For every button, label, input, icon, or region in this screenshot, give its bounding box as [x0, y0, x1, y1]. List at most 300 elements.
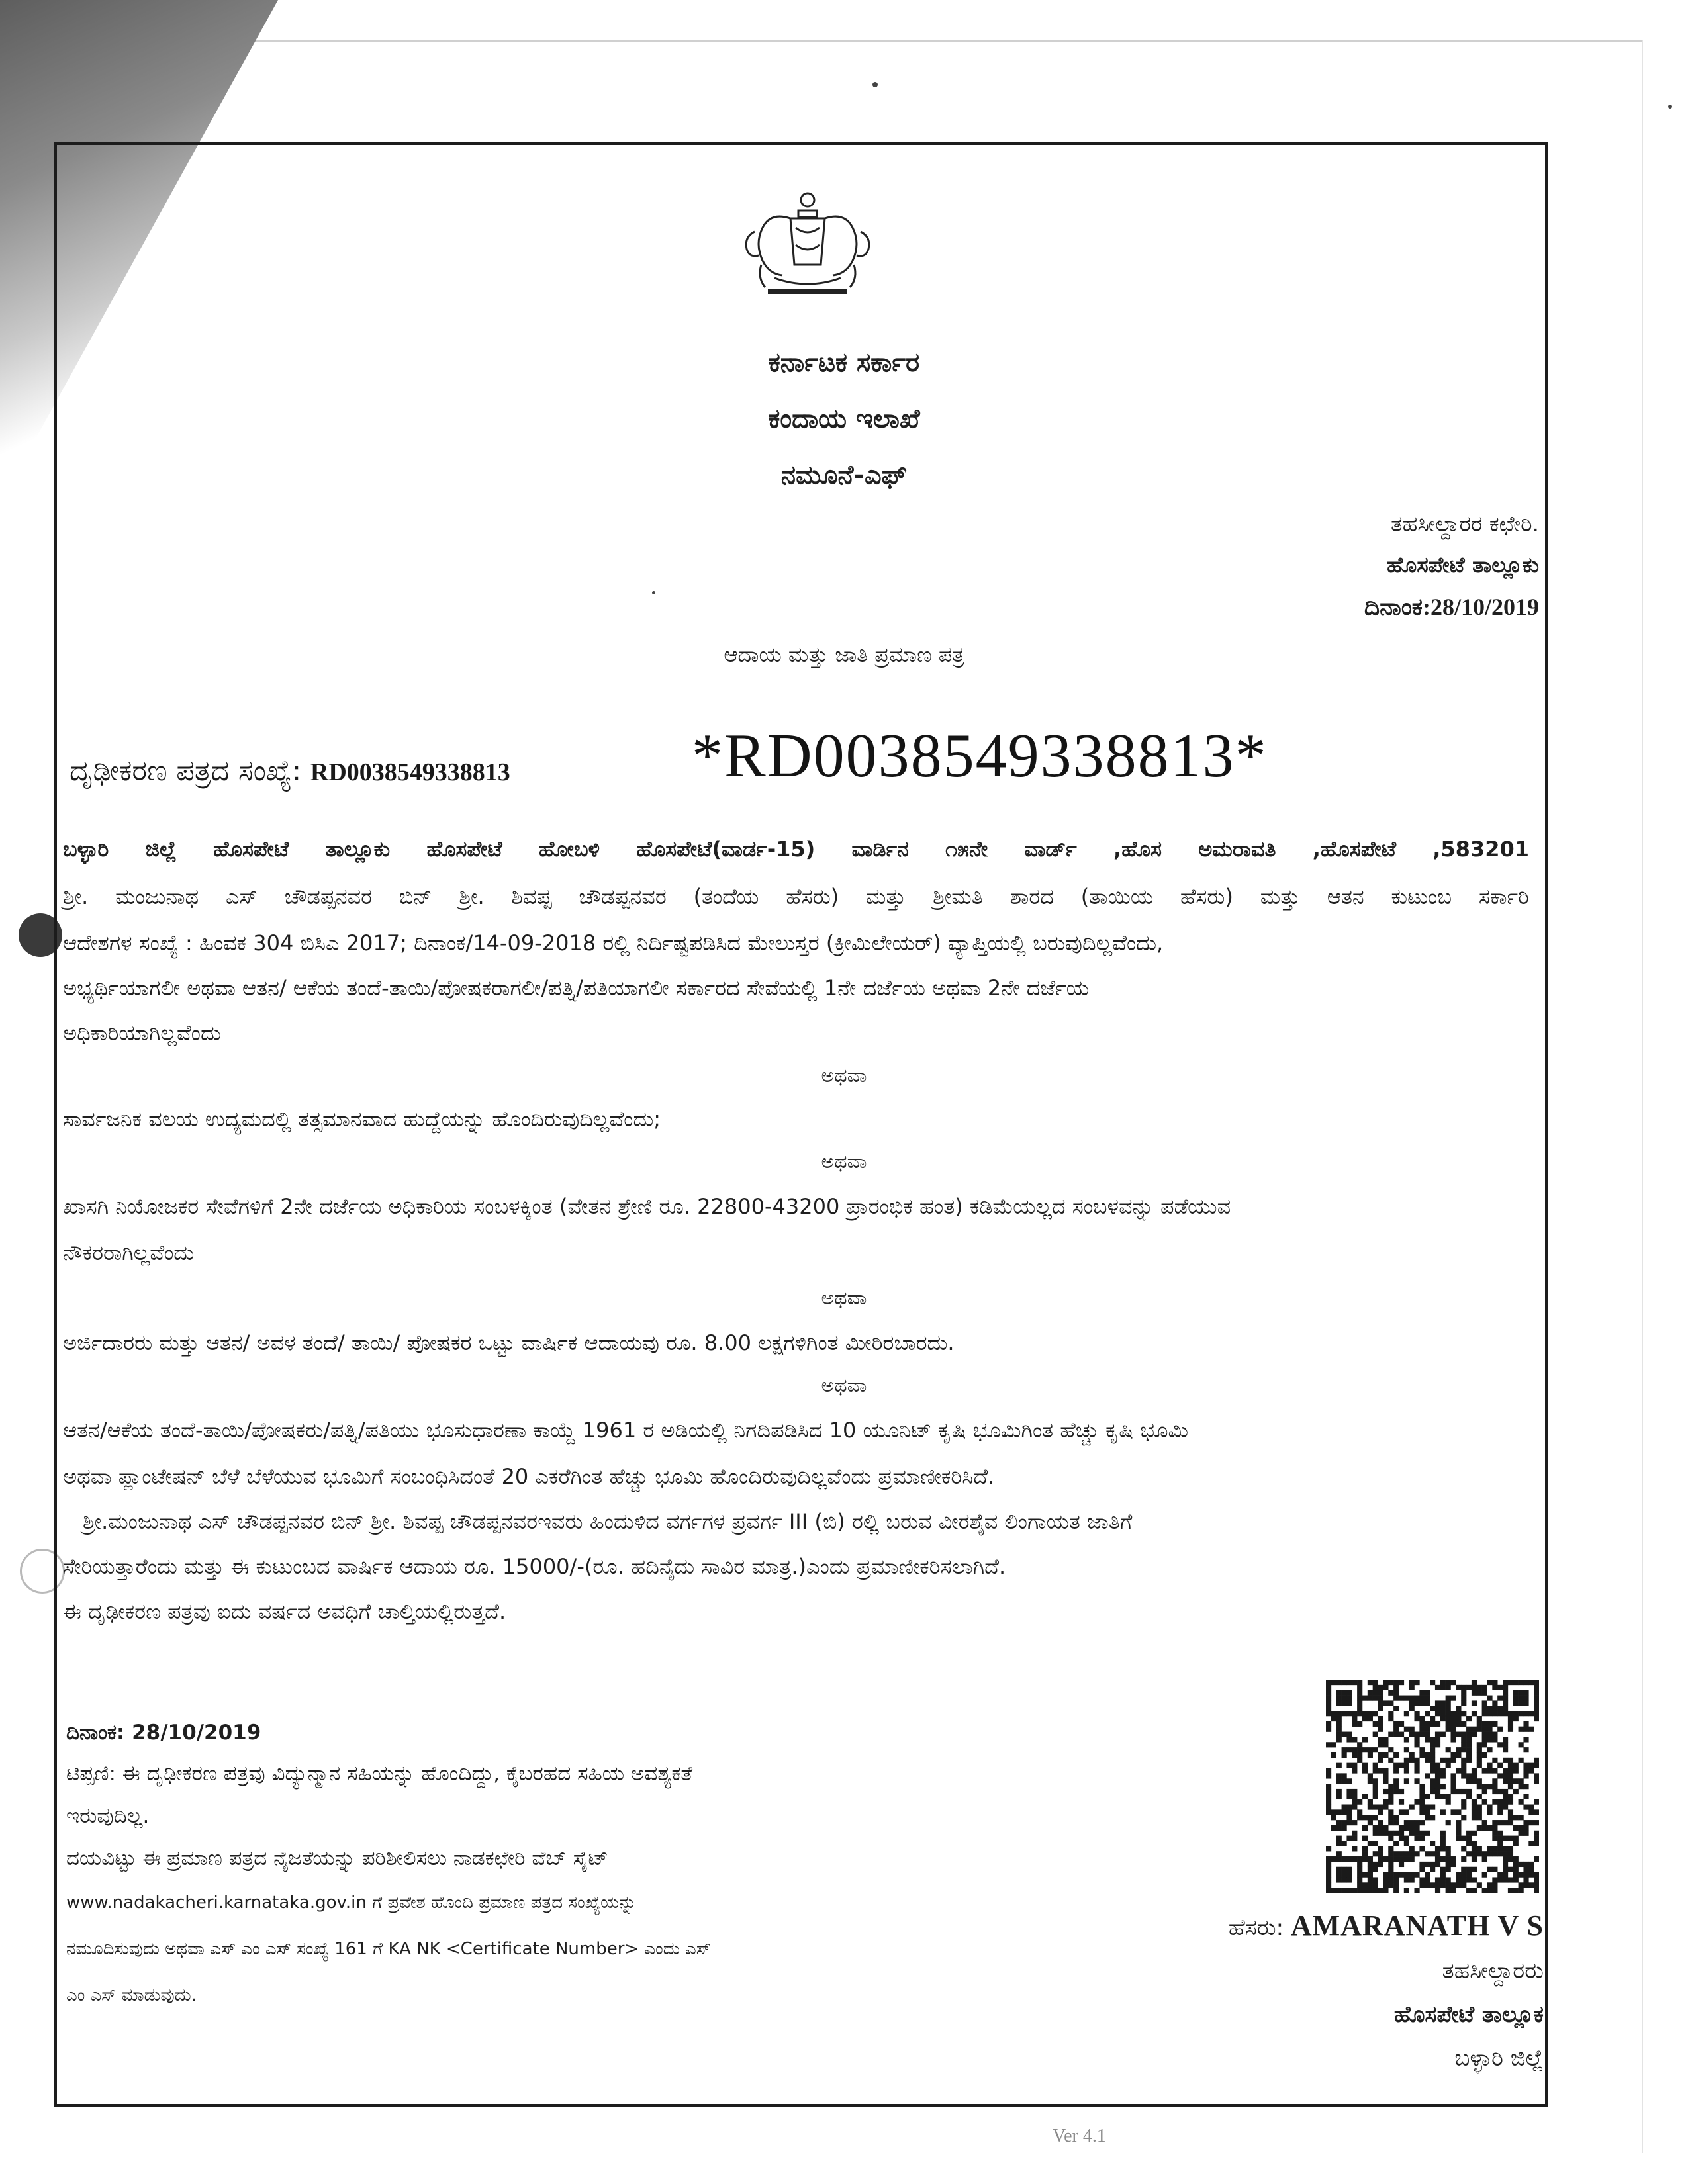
qr-module — [1450, 1888, 1456, 1893]
qr-module — [1404, 1758, 1409, 1763]
qr-module — [1461, 1846, 1466, 1851]
qr-module — [1456, 1836, 1461, 1841]
qr-module — [1534, 1888, 1539, 1893]
qr-module — [1368, 1815, 1373, 1820]
qr-module — [1446, 1727, 1451, 1732]
qr-module — [1425, 1773, 1430, 1778]
qr-module — [1534, 1773, 1539, 1778]
qr-module — [1513, 1696, 1519, 1701]
qr-module — [1440, 1831, 1446, 1836]
qr-module — [1466, 1685, 1472, 1690]
qr-module — [1528, 1872, 1534, 1878]
qr-module — [1523, 1804, 1528, 1809]
qr-module — [1477, 1758, 1482, 1763]
qr-module — [1435, 1851, 1440, 1856]
qr-module — [1466, 1727, 1472, 1732]
qr-module — [1430, 1815, 1435, 1820]
qr-module — [1362, 1763, 1368, 1768]
qr-module — [1466, 1789, 1472, 1794]
qr-module — [1378, 1820, 1383, 1825]
qr-module — [1523, 1794, 1528, 1799]
qr-module — [1446, 1716, 1451, 1721]
qr-module — [1430, 1867, 1435, 1872]
qr-module — [1326, 1784, 1331, 1789]
qr-module — [1450, 1732, 1456, 1737]
qr-module — [1482, 1799, 1487, 1805]
qr-module — [1362, 1696, 1368, 1701]
certificate-number-label — [70, 754, 510, 788]
qr-module — [1326, 1690, 1331, 1696]
qr-module — [1373, 1768, 1378, 1774]
footer-sms-line: ನಮೂದಿಸುವುದು ಅಥವಾ ಎಸ್ ಎಂ ಎಸ್ ಸಂಖ್ಯೆ 161 ಗೆ KA NK <Certificate Number> ಎಂದು ಎಸ್ — [66, 1939, 711, 1959]
qr-module — [1336, 1820, 1342, 1825]
or-separator: ಅಥವಾ — [821, 1374, 867, 1397]
qr-module — [1342, 1711, 1347, 1716]
qr-module — [1368, 1804, 1373, 1809]
body-line: ನೌಕರರಾಗಿಲ್ಲವೆಂದು — [63, 1240, 195, 1265]
qr-module — [1336, 1737, 1342, 1742]
qr-module — [1492, 1799, 1497, 1805]
qr-module — [1466, 1747, 1472, 1752]
qr-module — [1435, 1763, 1440, 1768]
qr-module — [1492, 1778, 1497, 1784]
qr-module — [1368, 1882, 1373, 1888]
qr-module — [1368, 1747, 1373, 1752]
signatory-taluk: ಹೊಸಪೇಟೆ ತಾಲ್ಲೂಕ — [1393, 2001, 1544, 2028]
body-line: ಅಧಿಕಾರಿಯಾಗಿಲ್ಲವೆಂದು — [63, 1021, 221, 1046]
qr-module — [1336, 1836, 1342, 1841]
qr-module — [1492, 1721, 1497, 1727]
signatory-name-label: ಹೆಸರು: — [1228, 1915, 1284, 1941]
qr-module — [1419, 1794, 1425, 1799]
qr-module — [1461, 1696, 1466, 1701]
qr-module — [1503, 1872, 1508, 1878]
qr-module — [1419, 1882, 1425, 1888]
qr-module — [1435, 1737, 1440, 1742]
qr-module — [1534, 1706, 1539, 1711]
qr-module — [1513, 1867, 1519, 1872]
qr-module — [1472, 1778, 1477, 1784]
qr-module — [1477, 1690, 1482, 1696]
qr-module — [1346, 1872, 1352, 1878]
qr-module — [1487, 1737, 1492, 1742]
qr-module — [1477, 1784, 1482, 1789]
qr-module — [1482, 1851, 1487, 1856]
qr-module — [1383, 1789, 1388, 1794]
qr-module — [1440, 1794, 1446, 1799]
qr-module — [1534, 1831, 1539, 1836]
qr-module — [1404, 1747, 1409, 1752]
qr-module — [1388, 1877, 1393, 1882]
signatory-district: ಬಳ್ಳಾರಿ ಜಿಲ್ಲೆ — [1454, 2045, 1544, 2071]
qr-module — [1331, 1711, 1336, 1716]
qr-module — [1503, 1799, 1508, 1805]
qr-module — [1346, 1820, 1352, 1825]
qr-module — [1446, 1706, 1451, 1711]
qr-module — [1393, 1690, 1399, 1696]
qr-module — [1425, 1815, 1430, 1820]
qr-module — [1461, 1700, 1466, 1706]
qr-module — [1331, 1716, 1336, 1721]
qr-module — [1357, 1856, 1362, 1862]
qr-module — [1368, 1690, 1373, 1696]
certificate-number-caption: ದೃಢೀಕರಣ ಪತ್ರದ ಸಂಖ್ಯೆ: — [70, 754, 302, 788]
qr-module — [1523, 1696, 1528, 1701]
qr-module — [1487, 1804, 1492, 1809]
qr-module — [1487, 1888, 1492, 1893]
qr-module — [1461, 1867, 1466, 1872]
qr-module — [1378, 1737, 1383, 1742]
body-line: ಸೇರಿಯತ್ತಾರೆಂದು ಮತ್ತು ಈ ಕುಟುಂಬದ ವಾರ್ಷಿಕ ಆದಾಯ ರೂ. 15000/-(ರೂ. ಹದಿನೈದು ಸಾವಿರ ಮಾತ್ರ.)ಎಂದು ಪ್ರಮಾಣೀಕರಿಸಲಾಗಿದೆ. — [63, 1554, 1006, 1579]
qr-module — [1446, 1846, 1451, 1851]
qr-module — [1435, 1784, 1440, 1789]
qr-module — [1497, 1706, 1503, 1711]
qr-module — [1430, 1882, 1435, 1888]
qr-module — [1435, 1700, 1440, 1706]
qr-module — [1388, 1758, 1393, 1763]
qr-module — [1373, 1789, 1378, 1794]
qr-module — [1419, 1784, 1425, 1789]
qr-module — [1425, 1727, 1430, 1732]
qr-module — [1352, 1888, 1357, 1893]
qr-module — [1404, 1763, 1409, 1768]
qr-module — [1435, 1721, 1440, 1727]
qr-module — [1430, 1789, 1435, 1794]
qr-module — [1352, 1846, 1357, 1851]
qr-module — [1461, 1758, 1466, 1763]
qr-module — [1336, 1680, 1342, 1685]
qr-module — [1497, 1685, 1503, 1690]
qr-module — [1368, 1716, 1373, 1721]
qr-module — [1534, 1763, 1539, 1768]
qr-module — [1383, 1856, 1388, 1862]
qr-module — [1482, 1742, 1487, 1747]
qr-module — [1534, 1680, 1539, 1685]
qr-module — [1388, 1784, 1393, 1789]
qr-module — [1383, 1888, 1388, 1893]
qr-module — [1336, 1856, 1342, 1862]
qr-module — [1362, 1882, 1368, 1888]
qr-module — [1534, 1856, 1539, 1862]
qr-module — [1450, 1711, 1456, 1716]
qr-module — [1513, 1862, 1519, 1867]
qr-module — [1492, 1737, 1497, 1742]
qr-module — [1388, 1690, 1393, 1696]
qr-module — [1466, 1716, 1472, 1721]
qr-module — [1326, 1706, 1331, 1711]
qr-module — [1378, 1700, 1383, 1706]
qr-module — [1466, 1778, 1472, 1784]
qr-module — [1482, 1700, 1487, 1706]
qr-module — [1519, 1831, 1524, 1836]
qr-module — [1388, 1867, 1393, 1872]
qr-module — [1336, 1794, 1342, 1799]
qr-module — [1425, 1732, 1430, 1737]
qr-module — [1456, 1820, 1461, 1825]
qr-module — [1534, 1778, 1539, 1784]
qr-module — [1346, 1836, 1352, 1841]
qr-module — [1508, 1867, 1513, 1872]
qr-module — [1399, 1862, 1404, 1867]
qr-module — [1368, 1888, 1373, 1893]
qr-module — [1393, 1696, 1399, 1701]
qr-module — [1435, 1846, 1440, 1851]
qr-module — [1388, 1882, 1393, 1888]
qr-module — [1399, 1799, 1404, 1805]
qr-module — [1487, 1882, 1492, 1888]
qr-module — [1440, 1809, 1446, 1815]
qr-module — [1523, 1690, 1528, 1696]
qr-module — [1466, 1794, 1472, 1799]
qr-module — [1419, 1867, 1425, 1872]
qr-module — [1523, 1768, 1528, 1774]
qr-module — [1461, 1872, 1466, 1878]
qr-module — [1456, 1877, 1461, 1882]
qr-module — [1393, 1721, 1399, 1727]
qr-module — [1430, 1747, 1435, 1752]
qr-module — [1393, 1768, 1399, 1774]
qr-module — [1409, 1831, 1415, 1836]
qr-module — [1336, 1778, 1342, 1784]
qr-module — [1409, 1752, 1415, 1758]
body-line: ಬಳ್ಳಾರಿ ಜಿಲ್ಲೆ ಹೊಸಪೇಟೆ ತಾಲ್ಲೂಕು ಹೊಸಪೇಟೆ ಹೋಬಳಿ ಹೊಸಪೇಟೆ(ವಾರ್ಡ-15) ವಾರ್ಡಿನ ೧೫ನೇ ವಾರ್ಡ್ ,ಹೊಸ ಅಮರಾವತಿ ,ಹೊಸಪೇಟೆ ,583201 — [63, 837, 1529, 862]
qr-module — [1461, 1789, 1466, 1794]
qr-module — [1425, 1711, 1430, 1716]
qr-module — [1352, 1836, 1357, 1841]
qr-module — [1519, 1758, 1524, 1763]
qr-module — [1435, 1768, 1440, 1774]
qr-module — [1352, 1768, 1357, 1774]
qr-module — [1446, 1763, 1451, 1768]
qr-module — [1523, 1862, 1528, 1867]
qr-module — [1346, 1778, 1352, 1784]
qr-module — [1342, 1732, 1347, 1737]
qr-module — [1513, 1716, 1519, 1721]
qr-module — [1461, 1732, 1466, 1737]
qr-module — [1492, 1685, 1497, 1690]
qr-module — [1519, 1727, 1524, 1732]
qr-module — [1368, 1841, 1373, 1846]
qr-module — [1472, 1804, 1477, 1809]
qr-module — [1466, 1737, 1472, 1742]
qr-module — [1362, 1794, 1368, 1799]
qr-module — [1477, 1846, 1482, 1851]
qr-module — [1368, 1773, 1373, 1778]
qr-module — [1435, 1888, 1440, 1893]
qr-module — [1393, 1872, 1399, 1878]
qr-module — [1383, 1831, 1388, 1836]
qr-module — [1461, 1856, 1466, 1862]
qr-module — [1528, 1763, 1534, 1768]
qr-module — [1508, 1716, 1513, 1721]
qr-module — [1378, 1831, 1383, 1836]
qr-module — [1503, 1711, 1508, 1716]
qr-module — [1508, 1778, 1513, 1784]
qr-module — [1440, 1700, 1446, 1706]
qr-module — [1508, 1711, 1513, 1716]
qr-module — [1482, 1732, 1487, 1737]
qr-module — [1326, 1872, 1331, 1878]
qr-module — [1326, 1794, 1331, 1799]
qr-module — [1409, 1706, 1415, 1711]
qr-module — [1373, 1851, 1378, 1856]
qr-module — [1466, 1877, 1472, 1882]
qr-module — [1388, 1862, 1393, 1867]
qr-module — [1409, 1758, 1415, 1763]
qr-module — [1456, 1809, 1461, 1815]
qr-module — [1357, 1888, 1362, 1893]
qr-module — [1373, 1690, 1378, 1696]
qr-module — [1393, 1815, 1399, 1820]
qr-module — [1446, 1799, 1451, 1805]
qr-module — [1492, 1831, 1497, 1836]
qr-module — [1492, 1851, 1497, 1856]
qr-module — [1415, 1778, 1420, 1784]
qr-module — [1440, 1867, 1446, 1872]
qr-module — [1383, 1768, 1388, 1774]
qr-module — [1440, 1846, 1446, 1851]
qr-module — [1461, 1799, 1466, 1805]
qr-module — [1497, 1831, 1503, 1836]
qr-module — [1435, 1742, 1440, 1747]
qr-module — [1508, 1794, 1513, 1799]
qr-module — [1326, 1846, 1331, 1851]
qr-module — [1497, 1809, 1503, 1815]
qr-module — [1472, 1851, 1477, 1856]
qr-module — [1346, 1690, 1352, 1696]
qr-module — [1482, 1856, 1487, 1862]
qr-module — [1430, 1716, 1435, 1721]
qr-module — [1373, 1711, 1378, 1716]
qr-module — [1523, 1872, 1528, 1878]
qr-module — [1342, 1747, 1347, 1752]
qr-module — [1362, 1846, 1368, 1851]
qr-module — [1404, 1877, 1409, 1882]
qr-module — [1440, 1784, 1446, 1789]
qr-module — [1534, 1820, 1539, 1825]
qr-module — [1440, 1841, 1446, 1846]
qr-module — [1346, 1732, 1352, 1737]
qr-module — [1503, 1685, 1508, 1690]
qr-module — [1357, 1872, 1362, 1878]
qr-module — [1415, 1711, 1420, 1716]
qr-module — [1352, 1711, 1357, 1716]
qr-module — [1492, 1836, 1497, 1841]
qr-module — [1534, 1872, 1539, 1878]
qr-module — [1373, 1685, 1378, 1690]
qr-module — [1528, 1882, 1534, 1888]
qr-module — [1461, 1877, 1466, 1882]
qr-module — [1435, 1882, 1440, 1888]
qr-module — [1346, 1763, 1352, 1768]
qr-module — [1523, 1727, 1528, 1732]
qr-module — [1466, 1758, 1472, 1763]
qr-module — [1450, 1789, 1456, 1794]
qr-module — [1461, 1836, 1466, 1841]
qr-module — [1378, 1846, 1383, 1851]
qr-module — [1352, 1789, 1357, 1794]
qr-module — [1357, 1877, 1362, 1882]
qr-module — [1534, 1700, 1539, 1706]
qr-module — [1519, 1784, 1524, 1789]
qr-module — [1415, 1696, 1420, 1701]
barcode-text: *RD0038549338813* — [692, 721, 1268, 790]
qr-module — [1393, 1752, 1399, 1758]
qr-module — [1508, 1836, 1513, 1841]
qr-module — [1326, 1721, 1331, 1727]
qr-module — [1378, 1825, 1383, 1831]
qr-module — [1399, 1680, 1404, 1685]
qr-module — [1492, 1732, 1497, 1737]
qr-module — [1430, 1841, 1435, 1846]
qr-module — [1326, 1768, 1331, 1774]
qr-module — [1409, 1872, 1415, 1878]
qr-module — [1487, 1768, 1492, 1774]
qr-module — [1415, 1742, 1420, 1747]
qr-module — [1373, 1877, 1378, 1882]
qr-module — [1331, 1856, 1336, 1862]
qr-module — [1528, 1711, 1534, 1716]
qr-module — [1368, 1862, 1373, 1867]
qr-module — [1456, 1789, 1461, 1794]
qr-module — [1513, 1841, 1519, 1846]
qr-module — [1346, 1794, 1352, 1799]
qr-module — [1456, 1747, 1461, 1752]
qr-module — [1477, 1778, 1482, 1784]
body-line: ಆದೇಶಗಳ ಸಂಖ್ಯೆ : ಹಿಂವಕ 304 ಬಿಸಿಎ 2017; ದಿನಾಂಕ/14-09-2018 ರಲ್ಲಿ ನಿರ್ದಿಷ್ಟಪಡಿಸಿದ ಮೇಲುಸ್ತರ (ಕ್ರೀಮಿಲೇಯರ್) ವ್ಯಾಪ್ತಿಯಲ್ಲಿ ಬರುವುದಿಲ್ಲವೆಂದು, — [63, 931, 1164, 956]
qr-module — [1415, 1768, 1420, 1774]
qr-module — [1419, 1752, 1425, 1758]
qr-module — [1450, 1752, 1456, 1758]
qr-module — [1497, 1820, 1503, 1825]
qr-module — [1430, 1752, 1435, 1758]
qr-module — [1419, 1846, 1425, 1851]
qr-module — [1409, 1732, 1415, 1737]
qr-module — [1368, 1752, 1373, 1758]
qr-module — [1425, 1752, 1430, 1758]
qr-module — [1528, 1841, 1534, 1846]
qr-module — [1378, 1862, 1383, 1867]
qr-module — [1477, 1752, 1482, 1758]
qr-module — [1409, 1825, 1415, 1831]
qr-module — [1523, 1700, 1528, 1706]
qr-module — [1430, 1804, 1435, 1809]
qr-module — [1425, 1804, 1430, 1809]
qr-module — [1373, 1763, 1378, 1768]
qr-module — [1357, 1742, 1362, 1747]
qr-module — [1393, 1778, 1399, 1784]
qr-module — [1352, 1737, 1357, 1742]
qr-module — [1523, 1711, 1528, 1716]
qr-module — [1373, 1831, 1378, 1836]
qr-module — [1482, 1820, 1487, 1825]
qr-module — [1404, 1851, 1409, 1856]
qr-module — [1513, 1763, 1519, 1768]
qr-module — [1456, 1872, 1461, 1878]
qr-module — [1430, 1737, 1435, 1742]
qr-module — [1523, 1747, 1528, 1752]
qr-module — [1487, 1846, 1492, 1851]
qr-module — [1430, 1721, 1435, 1727]
qr-module — [1326, 1888, 1331, 1893]
qr-module — [1378, 1888, 1383, 1893]
qr-module — [1393, 1789, 1399, 1794]
qr-module — [1404, 1841, 1409, 1846]
qr-module — [1450, 1778, 1456, 1784]
qr-module — [1456, 1882, 1461, 1888]
qr-module — [1415, 1836, 1420, 1841]
qr-module — [1472, 1809, 1477, 1815]
